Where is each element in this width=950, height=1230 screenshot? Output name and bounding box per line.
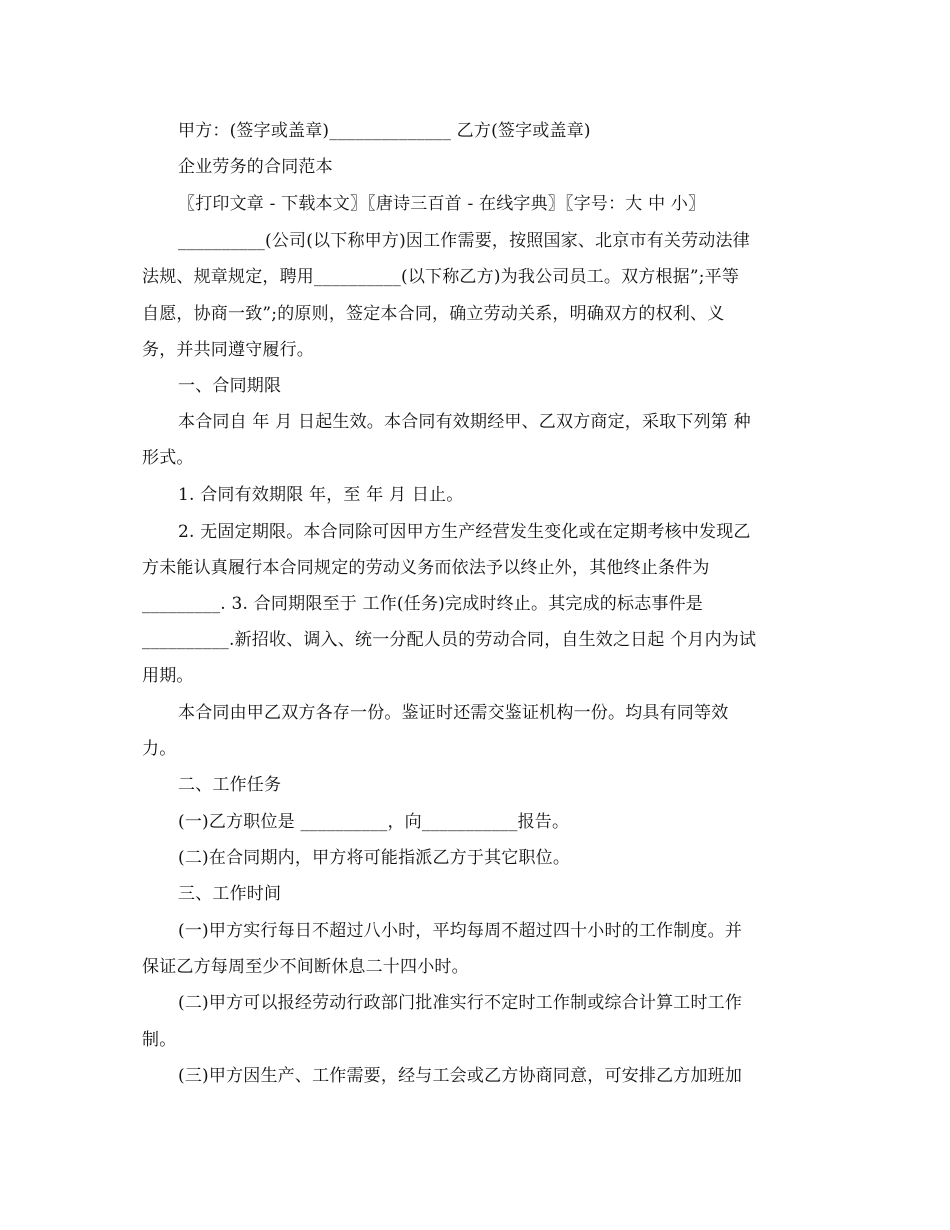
paragraph-line: (三)甲方因生产、工作需要，经与工会或乙方协商同意，可安排乙方加班加: [178, 1066, 743, 1086]
paragraph-line: 法规、规章规定，聘用__________(以下称乙方)为我公司员工。双方根据”;平等: [142, 267, 740, 287]
paragraph-line: _________. 3. 合同期限至于 工作(任务)完成时终止。其完成的标志事件是: [142, 594, 703, 614]
paragraph-line: 本合同由甲乙双方各存一份。鉴证时还需交鉴证机构一份。均具有同等效: [178, 703, 729, 723]
paragraph-line: 形式。: [142, 448, 194, 468]
document-title: 企业劳务的合同范本: [178, 157, 333, 177]
paragraph-line: 保证乙方每周至少不间断休息二十四小时。: [142, 957, 469, 977]
paragraph-line: 用期。: [142, 666, 194, 686]
paragraph-line: (一)甲方实行每日不超过八小时，平均每周不超过四十小时的工作制度。并: [178, 921, 743, 941]
paragraph-line: (二)在合同期内，甲方将可能指派乙方于其它职位。: [178, 848, 571, 868]
list-item: 2. 无固定期限。本合同除可因甲方生产经营发生变化或在定期考核中发现乙: [178, 522, 751, 542]
paragraph-line: 制。: [142, 1030, 177, 1050]
section-heading: 一、合同期限: [178, 376, 282, 396]
paragraph-line: (一)乙方职位是 __________，向___________报告。: [178, 812, 570, 832]
paragraph-line: 本合同自 年 月 日起生效。本合同有效期经甲、乙双方商定，采取下列第 种: [178, 412, 751, 432]
section-heading: 二、工作任务: [178, 775, 282, 795]
paragraph-line: __________.新招收、调入、统一分配人员的劳动合同，自生效之日起 个月内为试: [142, 630, 757, 650]
signature-line: 甲方：(签字或盖章)______________ 乙方(签字或盖章): [178, 121, 591, 141]
paragraph-line: (二)甲方可以报经劳动行政部门批准实行不定时工作制或综合计算工时工作: [178, 993, 743, 1013]
paragraph-line: 务，并共同遵守履行。: [142, 340, 314, 360]
paragraph-line: 自愿，协商一致”;的原则，签定本合同，确立劳动关系，明确双方的权利、义: [142, 304, 725, 324]
list-item: 1. 合同有效期限 年，至 年 月 日止。: [178, 485, 464, 505]
paragraph-line: 方未能认真履行本合同规定的劳动义务而依法予以终止外，其他终止条件为: [142, 558, 710, 578]
toolbar-links[interactable]: 〖打印文章 - 下载本文〗〖唐诗三百首 - 在线字典〗〖字号：大 中 小〗: [178, 194, 706, 214]
paragraph-line: 力。: [142, 739, 177, 759]
paragraph-line: __________(公司(以下称甲方)因工作需要，按照国家、北京市有关劳动法律: [178, 231, 750, 251]
section-heading: 三、工作时间: [178, 884, 282, 904]
